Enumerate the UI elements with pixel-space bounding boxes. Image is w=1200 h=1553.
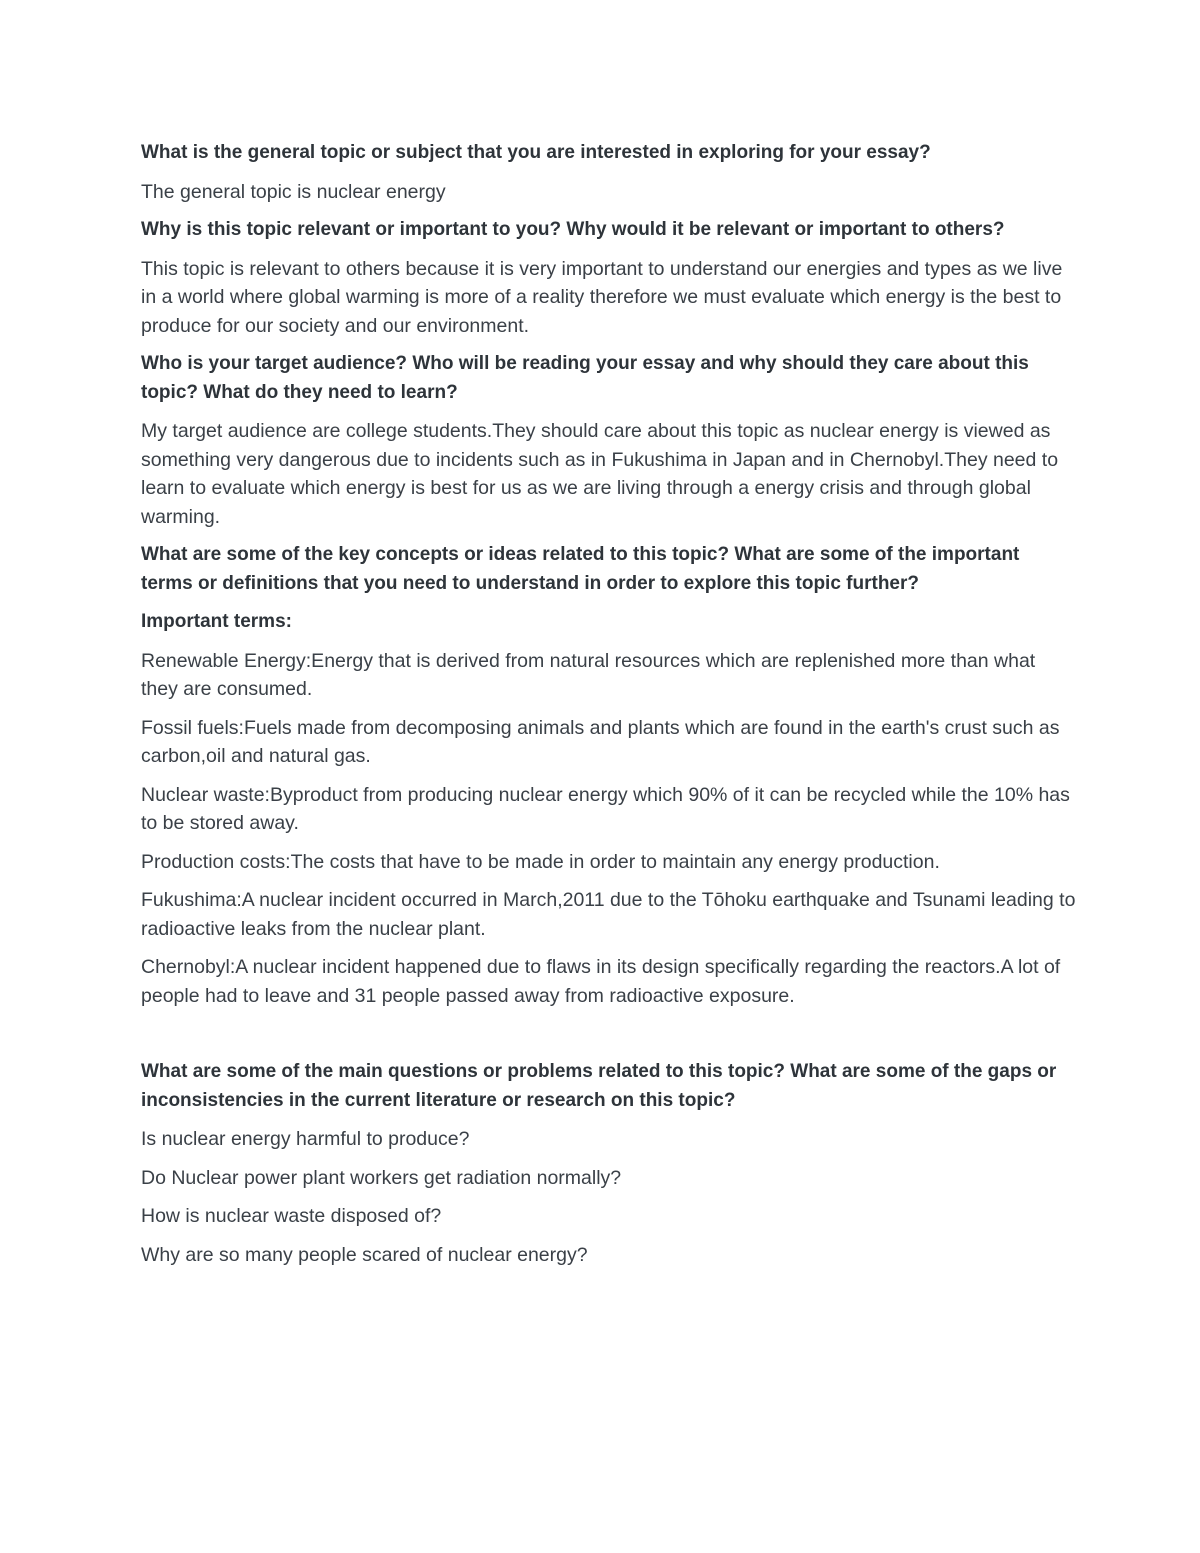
question-key-concepts: What are some of the key concepts or ideas related to this topic? What are some of the important terms or definitions that you need to understand in order to explore this topic further?: [141, 544, 1020, 594]
term-nuclear-waste: Nuclear waste:Byproduct from producing nuclear energy which 90% of it can be recycled while the 10% has to be stored away.: [141, 783, 1070, 834]
term-fukushima: Fukushima:A nuclear incident occurred in March,2011 due to the Tōhoku earthquake and Tsunami leading to radioactive leaks from the nuclear plant.: [141, 889, 1076, 940]
problem-item-waste-disposal: How is nuclear waste disposed of?: [141, 1205, 442, 1227]
question-audience: Who is your target audience? Who will be reading your essay and why should they care about this topic? What do they need to learn?: [141, 353, 1029, 403]
terms-heading: Important terms:: [141, 611, 292, 632]
term-production-costs: Production costs:The costs that have to be made in order to maintain any energy production.: [141, 850, 940, 873]
answer-relevance: This topic is relevant to others because it is very important to understand our energies and types as we live in a world where global warming is more of a reality therefore we must evaluate which energy is the best to produce for our society and our environment.: [141, 257, 1063, 337]
answer-topic: The general topic is nuclear energy: [141, 180, 446, 203]
document-page: [141, 139, 1076, 1279]
term-fossil-fuels: Fossil fuels:Fuels made from decomposing animals and plants which are found in the earth's crust such as carbon,oil and natural gas.: [141, 716, 1060, 767]
question-topic: What is the general topic or subject that you are interested in exploring for your essay?: [141, 142, 931, 163]
problem-item-radiation: Do Nuclear power plant workers get radiation normally?: [141, 1166, 622, 1189]
problem-item-harmful: Is nuclear energy harmful to produce?: [141, 1128, 470, 1150]
question-relevance: Why is this topic relevant or important to you? Why would it be relevant or important to others?: [141, 219, 1005, 240]
answer-audience: My target audience are college students.They should care about this topic as nuclear energy is viewed as something very dangerous due to incidents such as in Fukushima in Japan and in Chernobyl.They need to learn to evaluate which energy is best for us as we are living through a energy crisis and through global warming.: [141, 420, 1059, 528]
term-chernobyl: Chernobyl:A nuclear incident happened due to flaws in its design specifically regarding the reactors.A lot of people had to leave and 31 people passed away from radioactive exposure.: [141, 956, 1061, 1007]
term-renewable-energy: Renewable Energy:Energy that is derived from natural resources which are replenished more than what they are consumed.: [141, 649, 1036, 700]
question-main-problems: What are some of the main questions or problems related to this topic? What are some of the gaps or inconsistencies in the current literature or research on this topic?: [141, 1061, 1057, 1111]
blank-line: [141, 1020, 1076, 1058]
problem-item-fear: Why are so many people scared of nuclear energy?: [141, 1243, 588, 1266]
